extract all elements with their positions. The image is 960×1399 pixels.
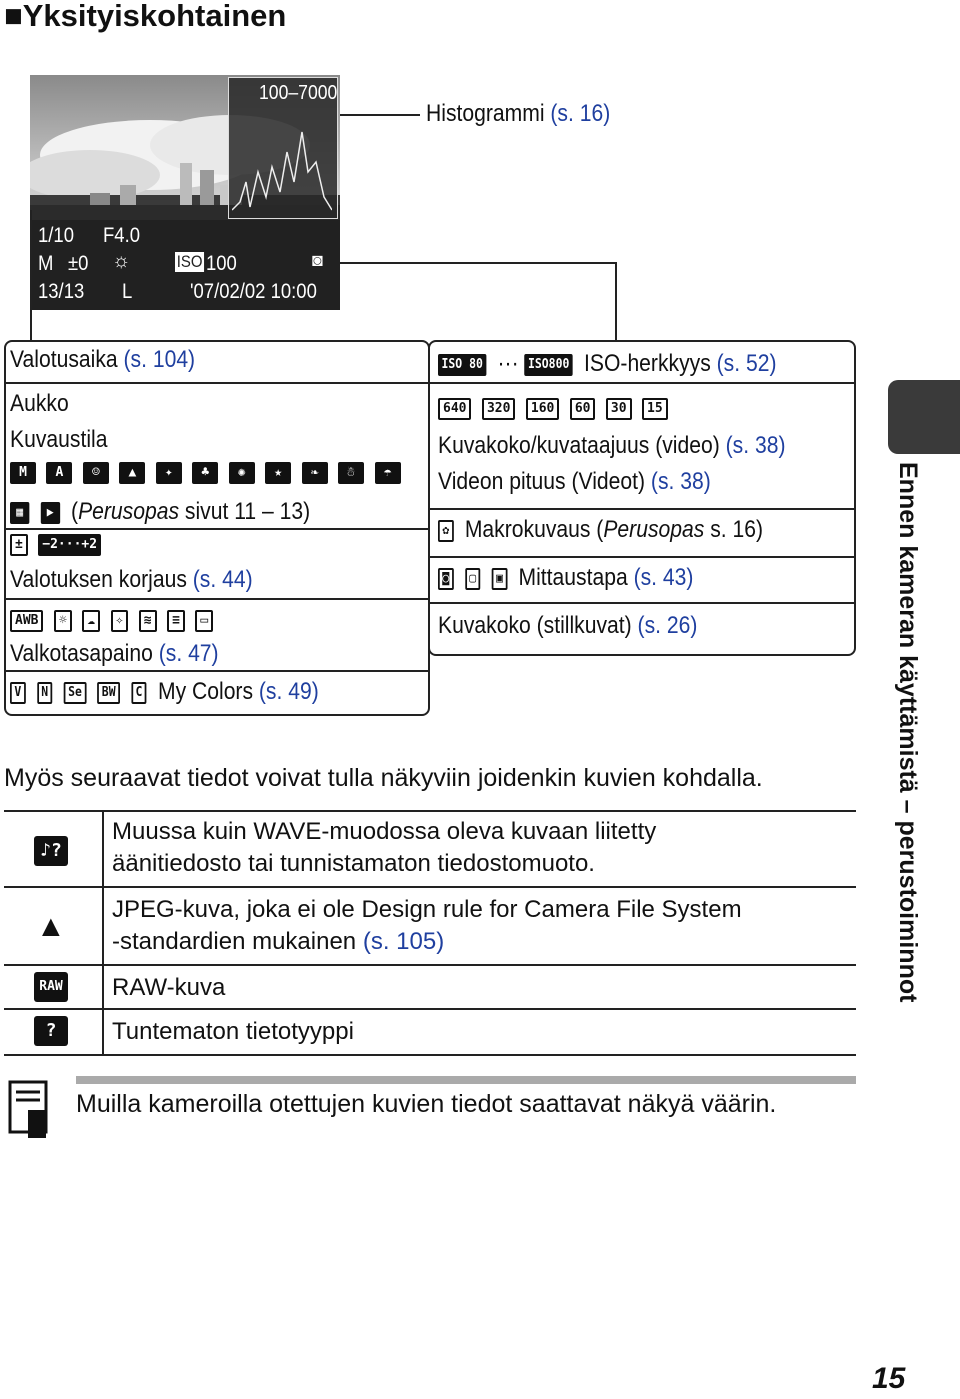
neutral-icon: N xyxy=(37,682,53,704)
spot-metering-icon: ▣ xyxy=(492,568,508,590)
row-kuvakoko-still xyxy=(438,612,697,640)
kuvakoko-still-ref: (s. 26) xyxy=(637,612,698,639)
valotuksen-korjaus-label: Valotuksen korjaus xyxy=(10,566,187,593)
video-640-icon: 640 xyxy=(438,398,471,420)
foliage-icon: ❧ xyxy=(302,462,328,484)
histogram-leader-line xyxy=(340,114,420,116)
table-line-1 xyxy=(4,886,856,888)
warning-icon: ▲ xyxy=(36,910,66,943)
page-number: 15 xyxy=(872,1362,906,1395)
leader-right-h xyxy=(340,262,617,264)
right-sep-4 xyxy=(428,602,854,604)
row-aukko: Aukko xyxy=(10,390,69,417)
row-valkotasapaino xyxy=(10,640,219,668)
perusopas-paren: ( xyxy=(71,498,79,525)
videon-pituus-ref: (s. 38) xyxy=(650,468,711,495)
metering-icon: ◙ xyxy=(312,250,323,270)
row-kuvakoko-video xyxy=(438,432,785,460)
histogram-scale: 100–7000 xyxy=(259,82,338,104)
indoor-icon: ♣ xyxy=(192,462,218,484)
histogram-plot xyxy=(232,112,332,212)
left-sep-4 xyxy=(4,670,428,672)
histogram-callout xyxy=(426,100,610,128)
landscape-icon: ▲ xyxy=(119,462,145,484)
histogram-box xyxy=(228,77,338,219)
valotuksen-korjaus-ref: (s. 44) xyxy=(192,566,253,593)
left-sep-1 xyxy=(4,382,428,384)
framerate-30-icon: 30 xyxy=(606,398,632,420)
table-row-2-ref: (s. 105) xyxy=(362,928,445,955)
right-sep-3 xyxy=(428,556,854,558)
scene-icon: ▦ xyxy=(10,502,29,524)
portrait-icon: ☺ xyxy=(83,462,109,484)
row-makro xyxy=(438,516,763,544)
mittaustapa-ref: (s. 43) xyxy=(633,564,694,591)
center-weighted-icon: ▢ xyxy=(465,568,481,590)
right-sep-2 xyxy=(428,508,854,510)
row-videon-pituus xyxy=(438,468,711,496)
snow-icon: ☃ xyxy=(338,462,364,484)
quality-indicator: L xyxy=(122,280,133,303)
note-bar xyxy=(76,1076,856,1084)
evaluative-metering-icon: ◙ xyxy=(438,568,454,590)
row-mittaustapa xyxy=(438,564,693,592)
valkotasapaino-label: Valkotasapaino xyxy=(10,640,153,667)
image-counter: 13/13 xyxy=(38,280,85,303)
table-row-1-line1: Muussa kuin WAVE-muodossa oleva kuvaan liitetty xyxy=(112,818,657,845)
left-sep-2 xyxy=(4,528,428,530)
iso-label: ISO-herkkyys xyxy=(584,350,711,377)
screen-info-overlay xyxy=(30,220,340,310)
note-icon-svg xyxy=(8,1080,52,1140)
custom-color-icon: C xyxy=(131,682,147,704)
custom-wb-icon: ▭ xyxy=(195,610,213,632)
cloudy-icon: ☁ xyxy=(82,610,100,632)
tungsten-icon: ✧ xyxy=(111,610,129,632)
histogram-callout-label: Histogrammi xyxy=(426,100,545,127)
right-sep-1 xyxy=(428,382,854,384)
square-bullet: ■ xyxy=(4,0,23,33)
valotusaika-label: Valotusaika xyxy=(10,346,118,373)
perusopas-text: Perusopas xyxy=(78,498,180,525)
kuvakoko-video-ref: (s. 38) xyxy=(725,432,786,459)
auto-mode-icon: A xyxy=(46,462,72,484)
valkotasapaino-ref: (s. 47) xyxy=(158,640,219,667)
fluorescent-icon: ≋ xyxy=(139,610,157,632)
iso-80-icon: ISO 80 xyxy=(438,354,486,376)
iso-value: 100 xyxy=(206,252,237,275)
histogram-callout-ref: (s. 16) xyxy=(550,100,611,127)
table-row-2-text: -standardien mukainen xyxy=(112,928,357,955)
row-scene-movie xyxy=(10,498,310,526)
table-divider xyxy=(102,810,104,1054)
section-title xyxy=(4,0,286,34)
vivid-icon: V xyxy=(10,682,26,704)
iso-dots: ··· xyxy=(497,350,519,377)
table-row-3: RAW-kuva xyxy=(112,974,226,1001)
shooting-mode: M xyxy=(38,252,54,275)
night-snapshot-icon: ★ xyxy=(265,462,291,484)
side-tab-marker xyxy=(888,380,960,454)
my-colors-ref: (s. 49) xyxy=(258,678,319,705)
valotusaika-ref: (s. 104) xyxy=(123,346,196,373)
bw-icon: BW xyxy=(97,682,120,704)
camera-screen xyxy=(30,75,340,310)
table-row-4: Tuntematon tietotyyppi xyxy=(112,1018,354,1045)
framerate-60-icon: 60 xyxy=(570,398,596,420)
exposure-comp-icons xyxy=(10,534,107,556)
row-valotusaika xyxy=(10,346,195,374)
table-row-1-line2: äänitiedosto tai tunnistamaton tiedostomuoto. xyxy=(112,850,595,877)
makro-post: s. 16) xyxy=(704,516,764,543)
unknown-type-icon: ? xyxy=(34,1016,68,1046)
video-160-icon: 160 xyxy=(526,398,559,420)
note-icon xyxy=(8,1080,52,1140)
table-row-2-line2 xyxy=(112,928,444,956)
sepia-icon: Se xyxy=(64,682,87,704)
raw-icon: RAW xyxy=(34,972,68,1002)
table-top-line xyxy=(4,810,856,812)
kids-pets-icon: ✦ xyxy=(156,462,182,484)
fireworks-icon: ✺ xyxy=(229,462,255,484)
video-320-icon: 320 xyxy=(482,398,515,420)
fluorescent-h-icon: ≡ xyxy=(167,610,185,632)
left-sep-3 xyxy=(4,598,428,600)
beach-icon: ☂ xyxy=(375,462,401,484)
aperture-value: F4.0 xyxy=(103,224,140,247)
leader-left-vertical xyxy=(30,210,32,342)
video-size-icons xyxy=(438,398,674,420)
macro-icon: ✿ xyxy=(438,520,454,542)
leader-right-vertical xyxy=(615,262,617,342)
table-line-3 xyxy=(4,1008,856,1010)
kuvakoko-still-label: Kuvakoko (stillkuvat) xyxy=(438,612,632,639)
movie-icon: ▶ xyxy=(41,502,60,524)
shutter-speed: 1/10 xyxy=(38,224,74,247)
table-line-2 xyxy=(4,964,856,966)
daylight-icon: ☼ xyxy=(54,610,72,632)
exposure-comp: ±0 xyxy=(68,252,89,275)
section-title-text: Yksityiskohtainen xyxy=(22,0,287,33)
makro-pre: Makrokuvaus ( xyxy=(464,516,604,543)
table-row-2-line1: JPEG-kuva, joka ei ole Design rule for Camera File System xyxy=(112,896,742,923)
right-info-box xyxy=(428,340,856,656)
intro-text: Myös seuraavat tiedot voivat tulla näkyviin joidenkin kuvien kohdalla. xyxy=(4,764,763,792)
row-valotuksen-korjaus xyxy=(10,566,253,594)
row-kuvaustila: Kuvaustila xyxy=(10,426,108,453)
iso-ref: (s. 52) xyxy=(716,350,777,377)
my-colors-label: My Colors xyxy=(157,678,254,705)
videon-pituus-label: Videon pituus (Videot) xyxy=(438,468,646,495)
exposure-comp-icon: ± xyxy=(10,534,28,556)
mittaustapa-label: Mittaustapa xyxy=(518,564,628,591)
framerate-15-icon: 15 xyxy=(642,398,668,420)
sun-icon: ☼ xyxy=(112,250,131,272)
sivut-text: sivut 11 – 13) xyxy=(179,498,311,525)
makro-perusopas: Perusopas xyxy=(603,516,705,543)
row-my-colors xyxy=(10,678,319,706)
sound-file-icon: ♪? xyxy=(34,836,68,866)
iso-800-icon: ISO800 xyxy=(525,354,573,376)
table-bottom-line xyxy=(4,1054,856,1056)
manual-mode-icon: M xyxy=(10,462,36,484)
date-time: '07/02/02 10:00 xyxy=(190,280,317,303)
side-tab-text: Ennen kameran käyttämistä – perustoiminnot xyxy=(894,462,922,1003)
shooting-mode-icons xyxy=(10,462,407,484)
note-text: Muilla kameroilla otettujen kuvien tiedot saattavat näkyä väärin. xyxy=(76,1090,777,1118)
iso-badge: ISO xyxy=(176,252,203,271)
row-iso xyxy=(438,350,776,378)
white-balance-icons xyxy=(10,610,219,632)
kuvakoko-video-label: Kuvakoko/kuvataajuus (video) xyxy=(438,432,720,459)
awb-icon: AWB xyxy=(10,610,43,632)
exposure-range-icon: −2···+2 xyxy=(38,534,101,556)
